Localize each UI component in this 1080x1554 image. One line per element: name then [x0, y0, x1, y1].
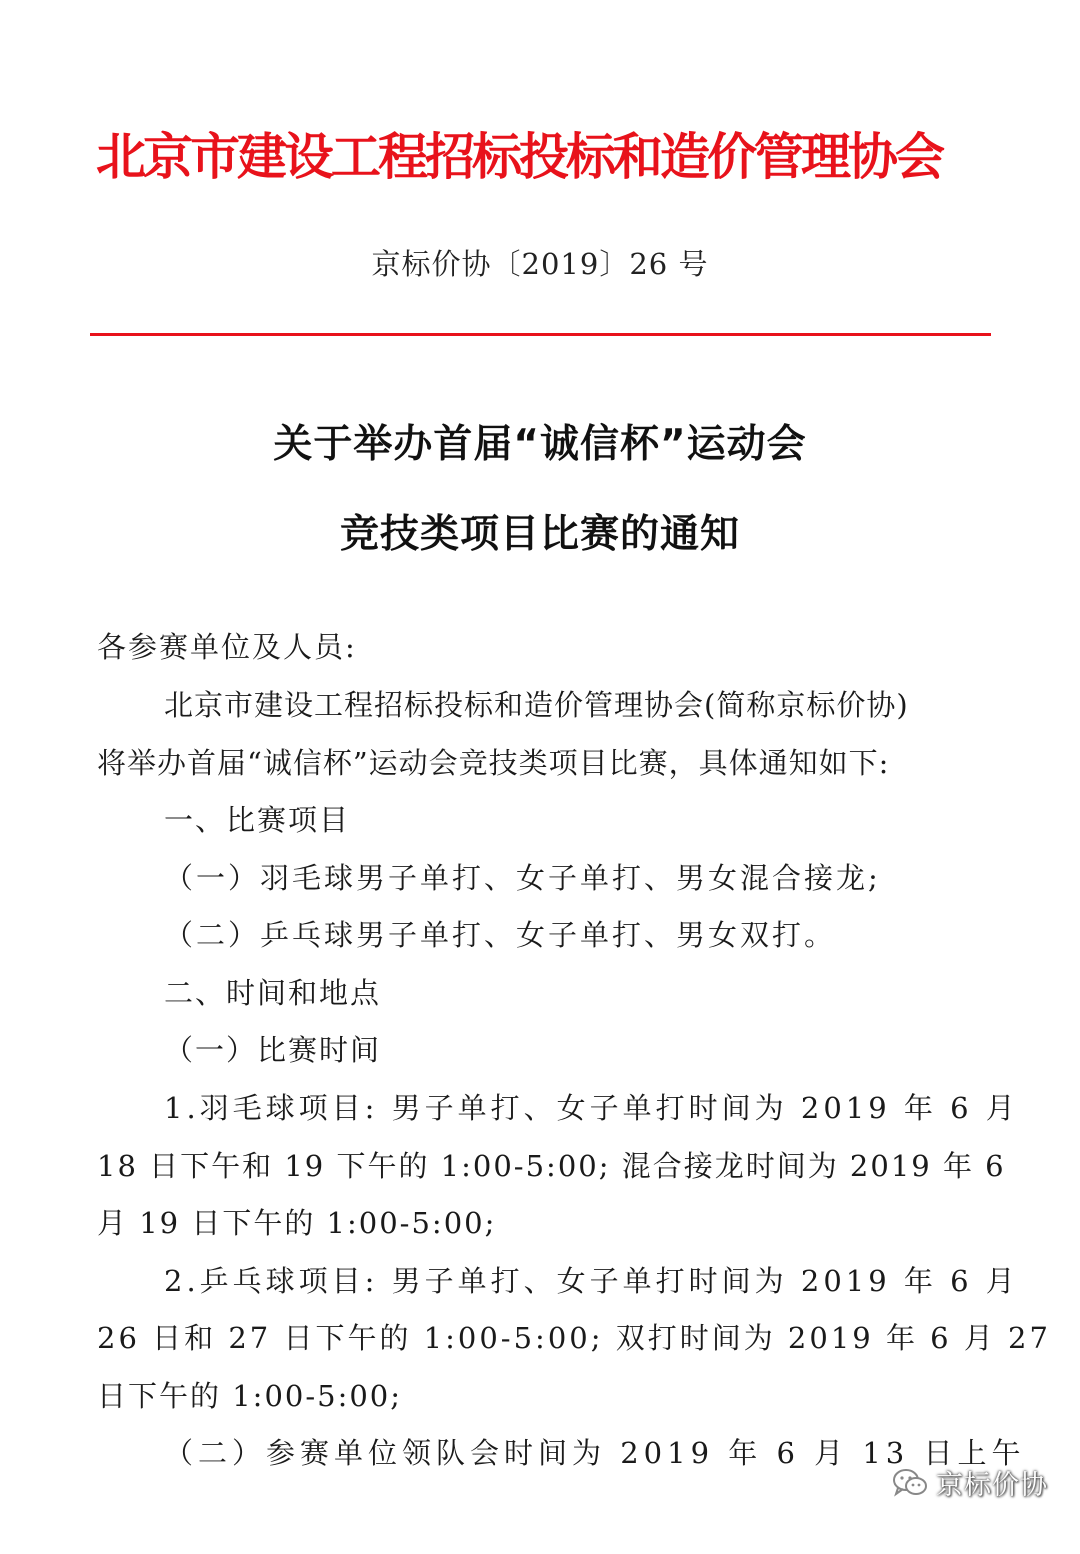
body-paragraph-line: 北京市建设工程招标投标和造价管理协会(简称京标价协): [164, 688, 909, 722]
organization-header: 北京市建设工程招标投标和造价管理协会: [96, 127, 942, 186]
section-heading: 二、时间和地点: [164, 976, 382, 1010]
document-title-line-1: 关于举办首届“诚信杯”运动会: [273, 422, 807, 467]
body-paragraph-line: （二）参赛单位领队会时间为 2019 年 6 月 13 日上午: [164, 1436, 1026, 1470]
salutation: 各参赛单位及人员:: [97, 630, 357, 664]
wechat-watermark: [892, 1463, 1048, 1502]
section-heading: 一、比赛项目: [164, 803, 351, 837]
header-divider: [90, 333, 991, 336]
wechat-icon: [892, 1468, 928, 1498]
body-paragraph-line: 日下午的 1:00-5:00;: [97, 1379, 403, 1413]
body-paragraph-line: 1.羽毛球项目: 男子单打、女子单打时间为 2019 年 6 月: [164, 1091, 1019, 1125]
body-paragraph-line: 26 日和 27 日下午的 1:00-5:00; 双打时间为 2019 年 6 月 27: [97, 1321, 1051, 1355]
body-paragraph-line: 2.乒乓球项目: 男子单打、女子单打时间为 2019 年 6 月: [164, 1264, 1019, 1298]
watermark-text: 京标价协: [936, 1470, 1048, 1501]
body-paragraph-line: 将举办首届“诚信杯”运动会竞技类项目比赛，具体通知如下:: [97, 746, 890, 780]
body-paragraph-line: 月 19 日下午的 1:00-5:00;: [97, 1206, 497, 1240]
body-paragraph-line: 18 日下午和 19 下午的 1:00-5:00; 混合接龙时间为 2019 年 6: [97, 1149, 1006, 1183]
document-title-line-2: 竞技类项目比赛的通知: [339, 512, 740, 557]
document-number: 京标价协〔2019〕26 号: [371, 247, 709, 281]
list-item: （一）羽毛球男子单打、女子单打、男女混合接龙;: [164, 861, 881, 895]
subsection-heading: （一）比赛时间: [164, 1033, 382, 1067]
list-item: （二）乒乓球男子单打、女子单打、男女双打。: [164, 918, 837, 952]
